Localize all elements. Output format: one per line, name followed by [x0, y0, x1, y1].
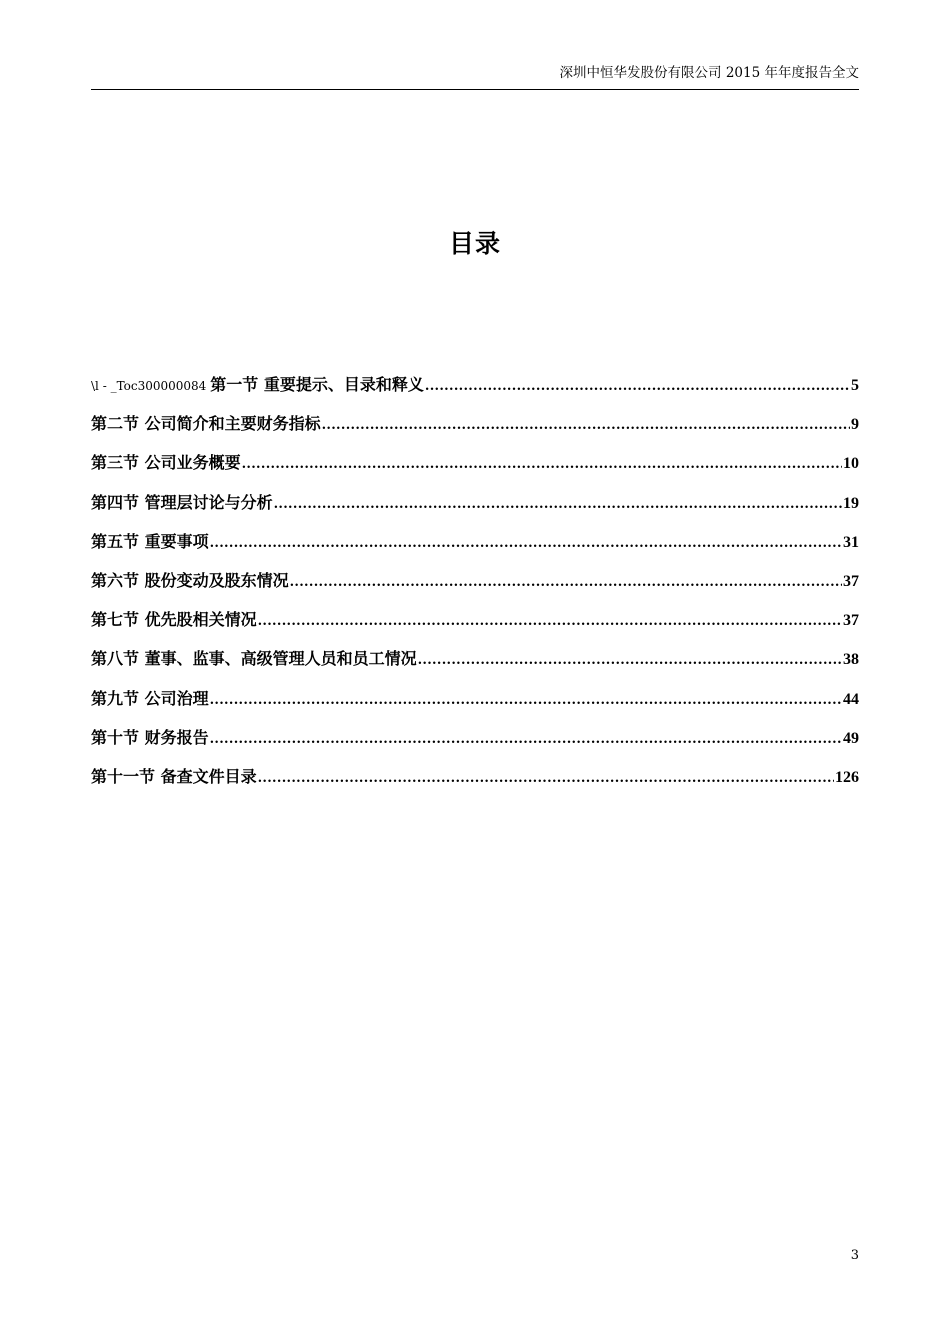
- toc-entry-page: 5: [851, 377, 859, 394]
- toc-entry-label: 第二节 公司简介和主要财务指标: [91, 414, 321, 434]
- toc-entry-page: 44: [843, 690, 859, 708]
- toc-entry-page: 49: [843, 729, 859, 747]
- toc-entry-label: 第五节 重要事项: [91, 531, 209, 551]
- toc-entry-label: 第四节 管理层讨论与分析: [91, 492, 273, 512]
- toc-field-code: \l - _Toc300000084: [91, 379, 207, 393]
- toc-entry-page: 38: [843, 651, 859, 669]
- toc-leader-dots: [322, 418, 850, 433]
- toc-entry-label: 第八节 董事、监事、高级管理人员和员工情况: [91, 649, 417, 669]
- toc-entry-page: 126: [835, 768, 859, 786]
- toc-entry[interactable]: [91, 453, 859, 492]
- header-text: 深圳中恒华发股份有限公司 2015 年年度报告全文: [559, 65, 859, 81]
- toc-entry[interactable]: [91, 532, 859, 571]
- toc-entry-label: 第三节 公司业务概要: [91, 453, 241, 473]
- toc-entry[interactable]: [91, 375, 859, 414]
- toc-entry-label: 第十一节 备查文件目录: [91, 766, 257, 786]
- toc-entry[interactable]: [91, 414, 859, 453]
- toc-entry[interactable]: [91, 728, 859, 767]
- toc-leader-dots: [242, 457, 842, 472]
- toc-entry-page: 10: [843, 455, 859, 473]
- toc-entry-label: 第十节 财务报告: [91, 727, 209, 747]
- toc-leader-dots: [210, 693, 842, 708]
- toc-leader-dots: [425, 379, 850, 394]
- toc-leader-dots: [258, 771, 834, 786]
- page-title: 目录: [448, 229, 501, 258]
- toc-entry-page: 19: [843, 494, 859, 512]
- toc-entry-page: 9: [851, 416, 859, 434]
- toc-entry[interactable]: [91, 610, 859, 649]
- toc-leader-dots: [290, 575, 842, 590]
- table-of-contents: [91, 375, 859, 806]
- toc-entry[interactable]: [91, 767, 859, 806]
- toc-entry-page: 31: [843, 533, 859, 551]
- toc-entry-label: 第七节 优先股相关情况: [91, 610, 257, 630]
- toc-entry-label: 第六节 股份变动及股东情况: [91, 570, 289, 590]
- toc-entry-page: 37: [843, 572, 859, 590]
- toc-entry[interactable]: [91, 571, 859, 610]
- page-number: 3: [850, 1248, 859, 1263]
- toc-leader-dots: [210, 536, 842, 551]
- page-header: [91, 64, 859, 90]
- toc-entry[interactable]: [91, 689, 859, 728]
- toc-leader-dots: [258, 614, 842, 629]
- toc-entry-label: 第一节 重要提示、目录和释义: [210, 375, 424, 394]
- toc-entry[interactable]: [91, 649, 859, 688]
- toc-leader-dots: [418, 653, 842, 668]
- toc-entry[interactable]: [91, 493, 859, 532]
- toc-entry-page: 37: [843, 612, 859, 630]
- toc-leader-dots: [210, 732, 842, 747]
- toc-leader-dots: [274, 497, 842, 512]
- toc-entry-label: 第九节 公司治理: [91, 688, 209, 708]
